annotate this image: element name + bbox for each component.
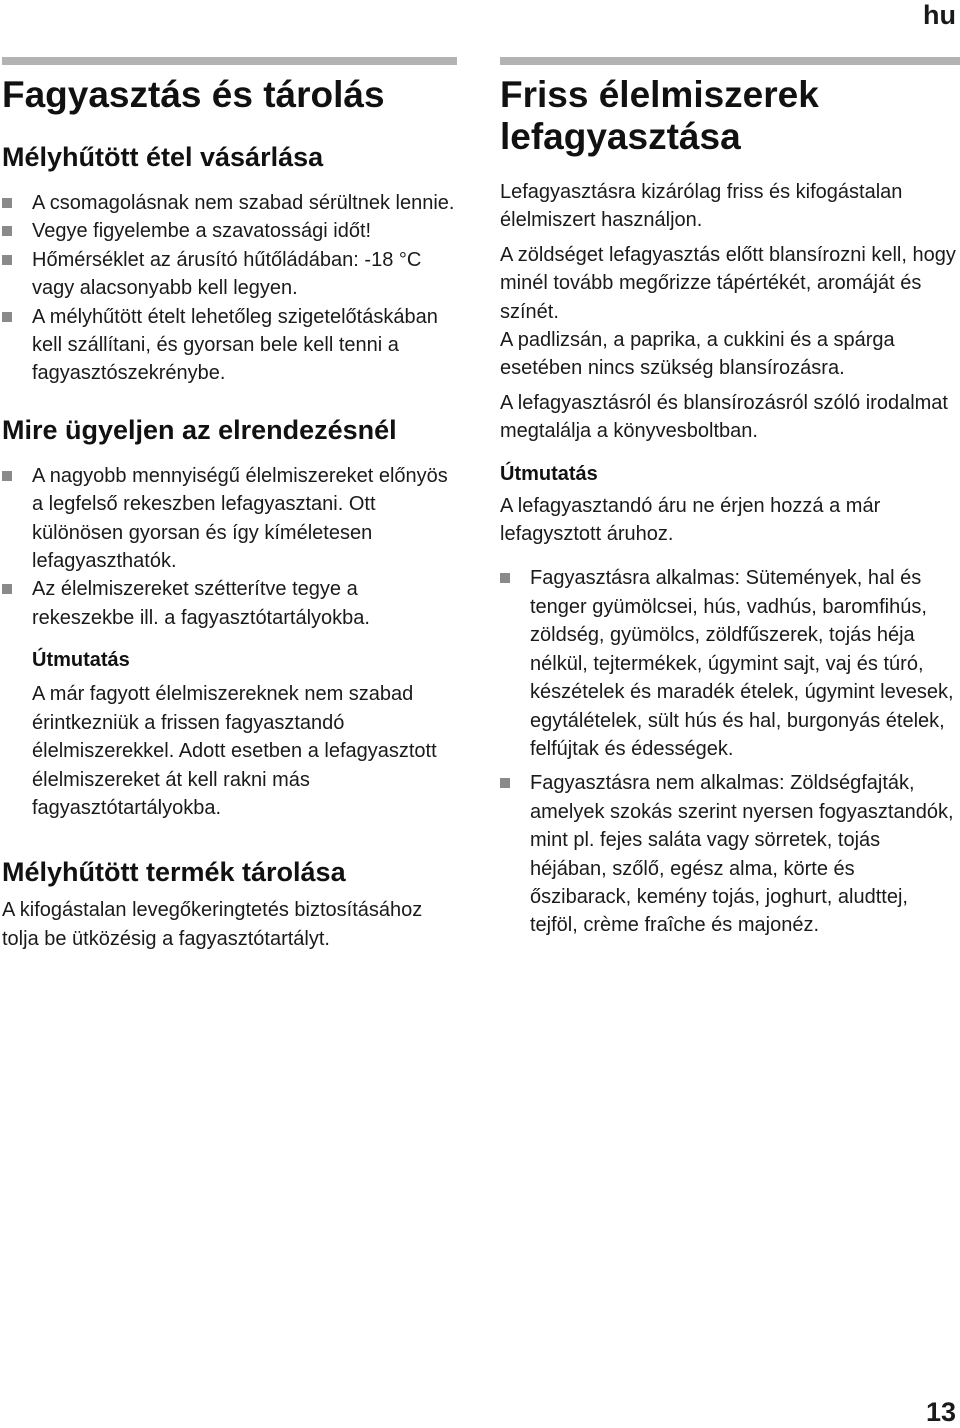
page-number: 13 xyxy=(925,1397,956,1427)
left-header-bar xyxy=(2,57,457,65)
list-item: Fagyasztásra alkalmas: Sütemények, hal és tenger gyümölcsei, hús, vadhús, baromfihús, zöldség, gyümölcs, zöldfűszerek, tojás héja nélkül, tejtermékek, úgymint sajt, vaj és túró, készételek és maradék ételek, úgymint levesek, egytálételek, sült hús és hal, burgonyás ételek, felfújtak és édességek. xyxy=(500,564,958,763)
list-item: Vegye figyelembe a szavatossági időt! xyxy=(2,217,457,245)
section-heading-storage: Mélyhűtött termék tárolása xyxy=(2,857,346,888)
language-tag: hu xyxy=(923,0,956,30)
list-item: Az élelmiszereket szétterítve tegye a rekeszekbe ill. a fagyasztótartályokba. xyxy=(2,575,457,632)
list-item: A csomagolásnak nem szabad sérültnek lennie. xyxy=(2,189,457,217)
list-item: A nagyobb mennyiségű élelmiszereket előnyös a legfelső rekeszben lefagyasztani. Ott különösen gyorsan és így kíméletesen lefagyaszthatók. xyxy=(2,462,457,576)
arrangement-list xyxy=(2,462,457,632)
section-heading-arrangement: Mire ügyeljen az elrendezésnél xyxy=(2,414,397,445)
section-heading-buying: Mélyhűtött étel vásárlása xyxy=(2,142,324,172)
left-title: Fagyasztás és tárolás xyxy=(2,74,385,115)
freezing-list xyxy=(500,564,958,939)
right-column xyxy=(500,74,958,940)
left-column xyxy=(2,74,457,953)
paragraph: A padlizsán, a paprika, a cukkini és a spárga esetében nincs szükség blansírozásra. xyxy=(500,329,895,380)
list-item: Hőmérséklet az árusító hűtőládában: -18 °C vagy alacsonyabb kell legyen. xyxy=(2,246,457,303)
storage-text: A kifogástalan levegőkeringtetés biztosításához tolja be ütközésig a fagyasztótartályt. xyxy=(2,899,423,950)
paragraph: Lefagyasztásra kizárólag friss és kifogástalan élelmiszert használjon. xyxy=(500,181,903,232)
note-text: A lefagyasztandó áru ne érjen hozzá a már lefagysztott áruhoz. xyxy=(500,494,881,546)
note-text: A már fagyott élelmiszereknek nem szabad érintkezniük a frissen fagyasztandó élelmiszerekkel. Adott esetben a lefagyasztott élelmiszereket át kell rakni más fagyasztótartályokba. xyxy=(32,683,437,819)
paragraph: A lefagyasztásról és blansírozásról szóló irodalmat megtalálja a könyvesboltban. xyxy=(500,391,948,443)
buying-list xyxy=(2,189,457,388)
list-item: Fagyasztásra nem alkalmas: Zöldségfajták, amelyek szokás szerint nyersen fogyasztandók, mint pl. fejes saláta vagy sörretek, tojás héjában, szőlő, egész alma, körte és őszibarack, kemény tojás, joghurt, aludttej, tejföl, crème fraîche és majonéz. xyxy=(500,769,958,939)
right-header-bar xyxy=(500,57,960,65)
list-item: A mélyhűtött ételt lehetőleg szigetelőtáskában kell szállítani, és gyorsan bele kell tenni a fagyasztószekrénybe. xyxy=(2,303,457,388)
note-heading: Útmutatás xyxy=(500,462,598,485)
right-title: Friss élelmiszerek lefagyasztása xyxy=(500,74,819,157)
paragraph: A zöldséget lefagyasztás előtt blansírozni kell, hogy minél tovább megőrizze tápértékét, aromáját és színét. xyxy=(500,243,956,323)
note-heading: Útmutatás xyxy=(32,649,130,672)
